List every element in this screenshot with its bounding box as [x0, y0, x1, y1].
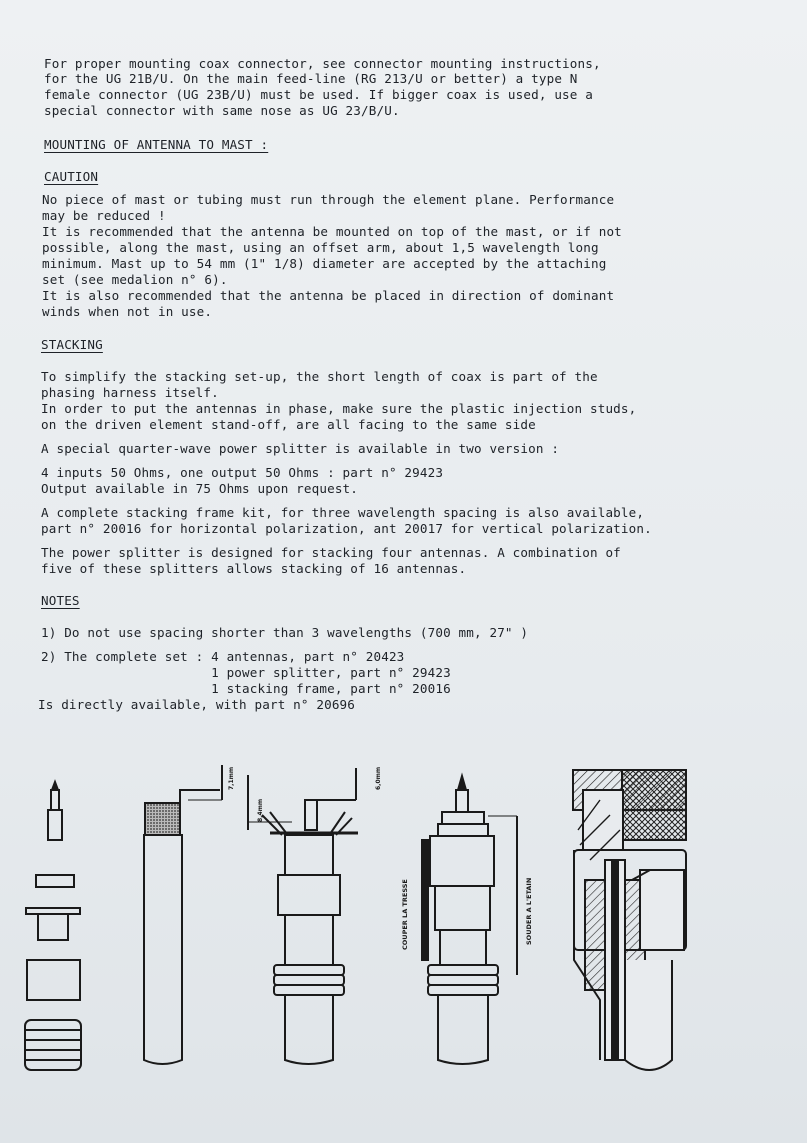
connector-assembly-drawing [0, 740, 807, 1140]
stacking-heading: STACKING [41, 337, 103, 352]
mounting-heading: MOUNTING OF ANTENNA TO MAST : [44, 137, 269, 152]
stacking-p3-line-2: Output available in 75 Ohms upon request. [41, 481, 359, 496]
intro-line-3: female connector (UG 23B/U) must be used. If bigger coax is used, use a [44, 87, 593, 102]
stacking-p3-line-1: 4 inputs 50 Ohms, one output 50 Ohms : part n° 29423 [41, 465, 444, 480]
sectioned-n-connector [573, 770, 686, 1070]
stacking-p1-line-1: To simplify the stacking set-up, the short length of coax is part of the [41, 369, 598, 384]
note-2-line-4: Is directly available, with part n° 20696 [38, 697, 356, 712]
dim-label-1: 7,1mm [228, 766, 235, 790]
stacking-p5-line-2: five of these splitters allows stacking of 16 antennas. [41, 561, 467, 576]
intro-line-2: for the UG 21B/U. On the main feed-line (RG 213/U or better) a type N [44, 71, 578, 86]
notes-heading: NOTES [41, 593, 80, 608]
dim-label-3: 6,0mm [375, 766, 382, 790]
intro-line-4: special connector with same nose as UG 23/B/U. [44, 103, 400, 118]
stacking-p4-line-2: part n° 20016 for horizontal polarization, ant 20017 for vertical polarization. [41, 521, 652, 536]
solder-label: SOUDER A L'ETAIN [525, 877, 533, 945]
mounting-line-5: minimum. Mast up to 54 mm (1" 1/8) diameter are accepted by the attaching [42, 256, 607, 271]
mounting-line-6: set (see medalion n° 6). [42, 272, 228, 287]
stacking-p1-line-2: phasing harness itself. [41, 385, 219, 400]
braid-folded-cable [248, 768, 358, 1064]
stacking-p2: A special quarter-wave power splitter is available in two version : [41, 441, 560, 456]
stripped-cable [144, 765, 222, 1064]
mounting-line-4: possible, along the mast, using an offset arm, about 1,5 wavelength long [42, 240, 599, 255]
exploded-parts [25, 782, 81, 1070]
mounting-line-7: It is also recommended that the antenna be placed in direction of dominant [42, 288, 615, 303]
cut-braid-label: COUPER LA TRESSE [401, 879, 409, 950]
stacking-p4-line-1: A complete stacking frame kit, for three wavelength spacing is also available, [41, 505, 645, 520]
note-2-line-3: 1 stacking frame, part n° 20016 [41, 681, 451, 696]
mounting-line-8: winds when not in use. [42, 304, 213, 319]
note-2-line-2: 1 power splitter, part n° 29423 [41, 665, 451, 680]
note-2-line-1: 2) The complete set : 4 antennas, part n° 20423 [41, 649, 405, 664]
mounting-line-1: No piece of mast or tubing must run through the element plane. Performance [42, 192, 615, 207]
mounting-line-2: may be reduced ! [42, 208, 166, 223]
mounting-line-3: It is recommended that the antenna be mounted on top of the mast, or if not [42, 224, 622, 239]
stacking-p1-line-4: on the driven element stand-off, are all facing to the same side [41, 417, 536, 432]
note-1: 1) Do not use spacing shorter than 3 wavelengths (700 mm, 27" ) [41, 625, 529, 640]
connector-with-labels [422, 776, 517, 1064]
intro-line-1: For proper mounting coax connector, see connector mounting instructions, [44, 56, 601, 71]
caution-heading: CAUTION [44, 169, 99, 184]
dim-label-2: 8,4mm [257, 798, 264, 822]
stacking-p1-line-3: In order to put the antennas in phase, make sure the plastic injection studs, [41, 401, 637, 416]
stacking-p5-line-1: The power splitter is designed for stacking four antennas. A combination of [41, 545, 621, 560]
